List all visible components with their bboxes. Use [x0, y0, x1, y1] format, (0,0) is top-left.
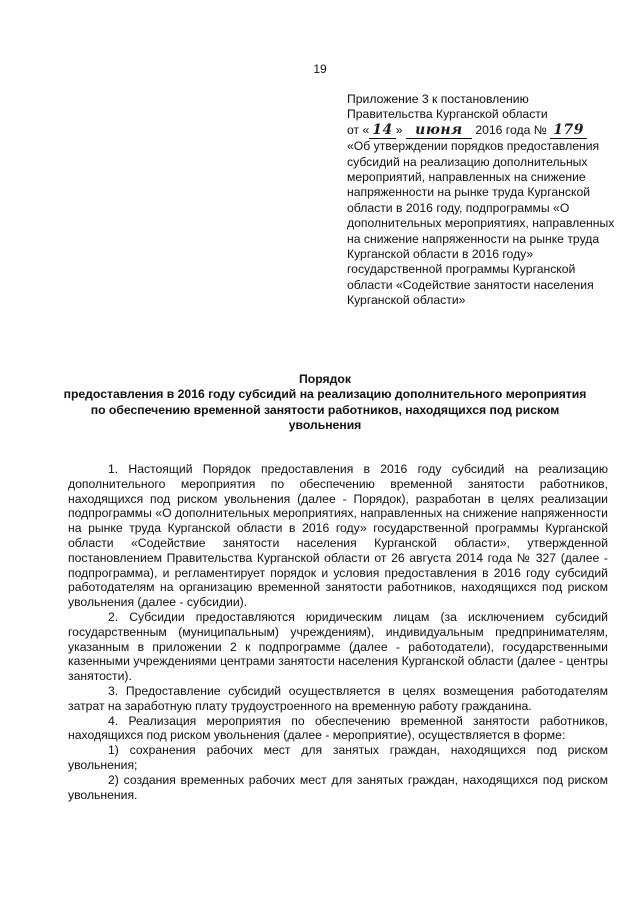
- paragraph-1: 1. Настоящий Порядок предоставления в 2016 году субсидий на реализацию дополнительного мероприятия по обеспечению временной занятости работников, находящихся под риском увольнения (далее - Порядок), разработан в целях реализации подпрограммы «О дополнительных мероприятиях, направленных на снижение напряженности на рынке труда Курганской области в 2016 году» государственной программы Курганской области «Содействие занятости населения Курганской области», утвержденной постановлением Правительства Курганской области от 26 августа 2014 года № 327 (далее - подпрограмма), и регламентирует порядок и условия предоставления в 2016 году субсидий работодателям на организацию временной занятости работников, находящихся под риском увольнения (далее - субсидии).: [68, 462, 608, 610]
- date-year: 2016 года №: [475, 122, 547, 137]
- document-body: [68, 462, 608, 802]
- appendix-description: «Об утверждении порядков предоставления субсидий на реализацию дополнительных мероприятий, направленных на снижение напряженности на рынке труда Курганской области в 2016 году, подпрограммы «О дополнительных мероприятиях, направленных на снижение напряженности на рынке труда Курганской области в 2016 году» государственной программы Курганской области «Содействие занятости населения Курганской области»: [347, 139, 615, 308]
- paragraph-4: 4. Реализация мероприятия по обеспечению временной занятости работников, находящихся под риском увольнения (далее - мероприятие), осуществляется в форме:: [68, 713, 608, 743]
- page-number: 19: [313, 62, 327, 76]
- title-subtitle: предоставления в 2016 году субсидий на реализацию дополнительного мероприятия по обеспечению временной занятости работников, находящихся под риском увольнения: [63, 387, 587, 433]
- paragraph-2: 2. Субсидии предоставляются юридическим лицам (за исключением субсидий государственным (муниципальным) учреждениям), индивидуальным предпринимателям, указанным в приложении 2 к подпрограмме (далее - работодатели), государственными казенными учреждениями центрами занятости населения Курганской области (далее - центры занятости).: [68, 609, 608, 684]
- appendix-header: [347, 92, 617, 309]
- paragraph-4-item-2: 2) создания временных рабочих мест для занятых граждан, находящихся под риском увольнения.: [68, 772, 608, 802]
- appendix-line-1: Приложение 3 к постановлению: [347, 92, 529, 106]
- appendix-line-2: Правительства Курганской области: [347, 107, 548, 122]
- appendix-date-line: [347, 123, 617, 139]
- handwritten-day: 14: [369, 123, 395, 139]
- paragraph-4-item-1: 1) сохранения рабочих мест для занятых граждан, находящихся под риском увольнения;: [68, 743, 608, 772]
- document-title: [60, 372, 590, 434]
- handwritten-number: 179: [550, 123, 587, 139]
- title-heading: Порядок: [299, 372, 351, 386]
- date-prefix: от «: [347, 122, 370, 137]
- handwritten-month: июня: [406, 123, 472, 139]
- paragraph-3: 3. Предоставление субсидий осуществляется в целях возмещения работодателям затрат на заработную плату трудоустроенного на временную работу гражданина.: [68, 683, 608, 713]
- date-close-quote: »: [395, 122, 403, 137]
